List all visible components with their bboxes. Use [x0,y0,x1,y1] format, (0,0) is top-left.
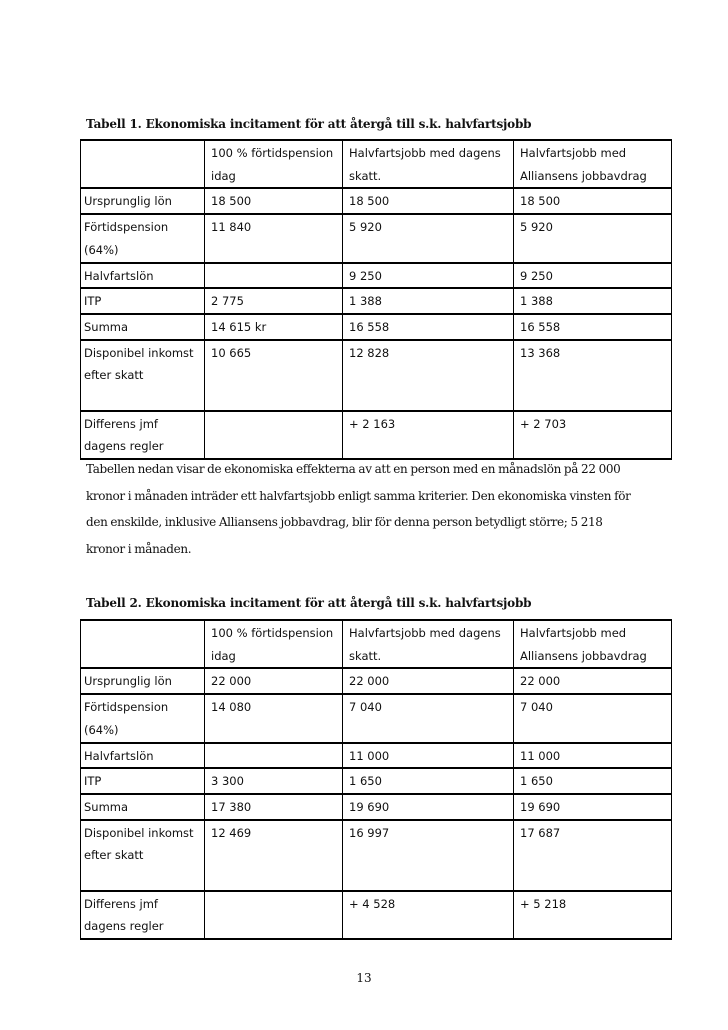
table-cell: 12 828 [343,340,514,411]
paragraph-line: Tabellen nedan visar de ekonomiska effekterna av att en person med en månadslön på 22 000 [86,462,621,476]
table-cell: 18 500 [205,188,343,214]
table-cell: + 4 528 [343,891,514,939]
row-label: Disponibel inkomst efter skatt [81,820,205,891]
table-row [81,340,672,411]
table-header-row [81,140,672,188]
table-header-cell: Halvfartsjobb med dagens skatt. [343,140,514,188]
row-label: Ursprunglig lön [81,188,205,214]
table-cell: 7 040 [514,694,672,742]
table-header-cell [81,620,205,668]
row-label: Differens jmf dagens regler [81,411,205,459]
row-label: Halvfartslön [81,263,205,289]
table-row [81,288,672,314]
table-cell: 16 558 [343,314,514,340]
table-header-row [81,620,672,668]
row-label: Summa [81,794,205,820]
table-cell: 10 665 [205,340,343,411]
table2-caption: Tabell 2. Ekonomiska incitament för att återgå till s.k. halvfartsjobb [86,596,532,610]
table-header-cell: 100 % förtidspension idag [205,620,343,668]
table-cell: 9 250 [343,263,514,289]
table-cell: 22 000 [514,668,672,694]
table-row [81,794,672,820]
table-cell: 16 558 [514,314,672,340]
body-paragraph [86,456,686,562]
row-label: Disponibel inkomst efter skatt [81,340,205,411]
table-cell [205,263,343,289]
paragraph-line: kronor i månaden. [86,541,192,556]
row-label: Förtidspension (64%) [81,214,205,262]
table-cell: 22 000 [205,668,343,694]
table-cell: 22 000 [343,668,514,694]
table-cell: 5 920 [514,214,672,262]
table-cell: 1 388 [343,288,514,314]
table-header-cell: Halvfartsjobb med Alliansens jobbavdrag [514,620,672,668]
row-label: Summa [81,314,205,340]
row-label: Förtidspension (64%) [81,694,205,742]
table-cell: 12 469 [205,820,343,891]
row-label: ITP [81,288,205,314]
table-cell: 2 775 [205,288,343,314]
table2 [80,619,672,940]
table-cell: 13 368 [514,340,672,411]
row-label: Halvfartslön [81,743,205,769]
table-header-cell: 100 % förtidspension idag [205,140,343,188]
table-cell: 16 997 [343,820,514,891]
page-number: 13 [356,971,372,985]
table-row [81,668,672,694]
table-row [81,891,672,939]
table-cell: 5 920 [343,214,514,262]
table-row [81,820,672,891]
table-cell: 17 380 [205,794,343,820]
table-cell: 7 040 [343,694,514,742]
table-cell: 1 650 [343,768,514,794]
table-cell: 9 250 [514,263,672,289]
table-row [81,411,672,459]
row-label: Ursprunglig lön [81,668,205,694]
table-cell [205,743,343,769]
table-cell: 18 500 [343,188,514,214]
table-header-cell: Halvfartsjobb med dagens skatt. [343,620,514,668]
table-cell: 17 687 [514,820,672,891]
table-cell: 14 080 [205,694,343,742]
table-cell: + 5 218 [514,891,672,939]
table-cell: 14 615 kr [205,314,343,340]
table-cell: 19 690 [514,794,672,820]
table1-caption: Tabell 1. Ekonomiska incitament för att återgå till s.k. halvfartsjobb [86,117,532,131]
table-row [81,214,672,262]
table-cell: 11 840 [205,214,343,262]
table-header-cell [81,140,205,188]
table-cell: 11 000 [343,743,514,769]
row-label: Differens jmf dagens regler [81,891,205,939]
table-header-cell: Halvfartsjobb med Alliansens jobbavdrag [514,140,672,188]
table-row [81,314,672,340]
table-row [81,743,672,769]
table-cell [205,891,343,939]
table-cell: 1 388 [514,288,672,314]
row-label: ITP [81,768,205,794]
table-cell: 18 500 [514,188,672,214]
table-row [81,768,672,794]
table1 [80,139,672,460]
table-row [81,694,672,742]
table-cell [205,411,343,459]
table-cell: + 2 163 [343,411,514,459]
table-cell: 11 000 [514,743,672,769]
table-cell: 3 300 [205,768,343,794]
paragraph-line: kronor i månaden inträder ett halvfartsjobb enligt samma kriterier. Den ekonomiska vinsten för [86,488,631,503]
table-row [81,263,672,289]
table-cell: + 2 703 [514,411,672,459]
table-cell: 1 650 [514,768,672,794]
paragraph-line: den enskilde, inklusive Alliansens jobbavdrag, blir för denna person betydligt större; 5 218 [86,515,603,529]
table-cell: 19 690 [343,794,514,820]
table-row [81,188,672,214]
